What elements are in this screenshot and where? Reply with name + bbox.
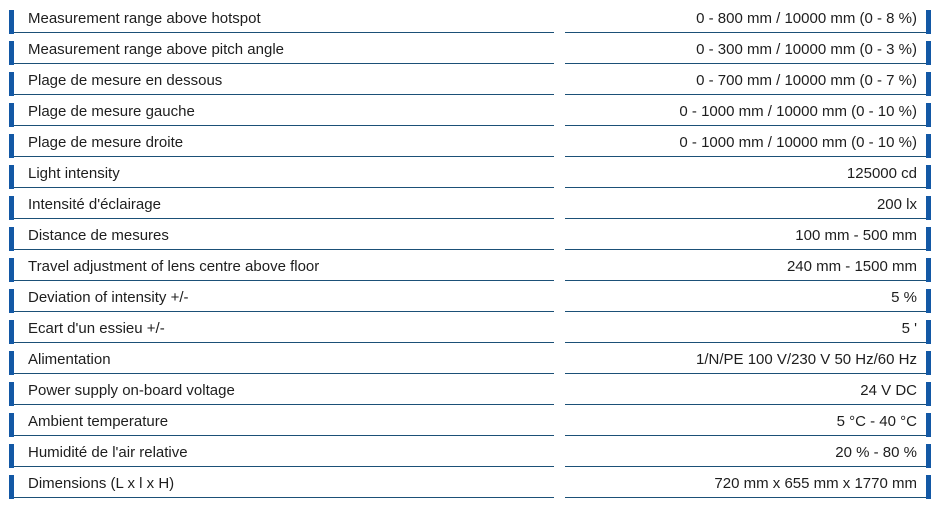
spec-label: Plage de mesure gauche	[28, 103, 195, 120]
spec-value: 720 mm x 655 mm x 1770 mm	[714, 475, 917, 492]
spec-label-cell	[9, 436, 554, 467]
spec-label-cell	[9, 157, 554, 188]
accent-bar-left	[9, 72, 14, 96]
spec-value-cell	[565, 374, 931, 405]
spec-row	[9, 405, 931, 436]
spec-row	[9, 126, 931, 157]
spec-label-cell	[9, 374, 554, 405]
spec-value-cell	[565, 126, 931, 157]
accent-bar-left	[9, 258, 14, 282]
spec-label-cell	[9, 188, 554, 219]
spec-label: Travel adjustment of lens centre above floor	[28, 258, 320, 275]
accent-bar-left	[9, 289, 14, 313]
spec-label-cell	[9, 467, 554, 498]
spec-table	[9, 2, 931, 498]
spec-value-cell	[565, 405, 931, 436]
spec-label: Light intensity	[28, 165, 120, 182]
spec-row	[9, 157, 931, 188]
spec-value-cell	[565, 33, 931, 64]
spec-label-cell	[9, 126, 554, 157]
spec-value: 100 mm - 500 mm	[795, 227, 917, 244]
spec-value-cell	[565, 467, 931, 498]
accent-bar-left	[9, 320, 14, 344]
spec-label-cell	[9, 64, 554, 95]
spec-value: 125000 cd	[846, 165, 917, 182]
spec-label-cell	[9, 312, 554, 343]
spec-row	[9, 467, 931, 498]
spec-value-cell	[565, 2, 931, 33]
spec-label: Plage de mesure droite	[28, 134, 184, 151]
accent-bar-right	[926, 227, 931, 251]
spec-label-cell	[9, 343, 554, 374]
spec-label: Measurement range above hotspot	[28, 10, 261, 27]
accent-bar-left	[9, 196, 14, 220]
accent-bar-right	[926, 351, 931, 375]
spec-label: Deviation of intensity +/-	[28, 289, 189, 306]
spec-label: Measurement range above pitch angle	[28, 41, 284, 58]
spec-row	[9, 436, 931, 467]
accent-bar-left	[9, 475, 14, 499]
accent-bar-right	[926, 134, 931, 158]
accent-bar-right	[926, 10, 931, 34]
accent-bar-right	[926, 103, 931, 127]
accent-bar-left	[9, 41, 14, 65]
spec-label-cell	[9, 33, 554, 64]
spec-value: 5 %	[891, 289, 917, 306]
spec-value: 200 lx	[876, 196, 917, 213]
accent-bar-left	[9, 444, 14, 468]
spec-row	[9, 2, 931, 33]
spec-value: 0 - 300 mm / 10000 mm (0 - 3 %)	[696, 41, 917, 58]
spec-label: Distance de mesures	[28, 227, 169, 244]
accent-bar-right	[926, 72, 931, 96]
spec-value-cell	[565, 157, 931, 188]
accent-bar-right	[926, 289, 931, 313]
spec-row	[9, 281, 931, 312]
spec-value: 0 - 700 mm / 10000 mm (0 - 7 %)	[696, 72, 917, 89]
spec-row	[9, 343, 931, 374]
spec-value: 240 mm - 1500 mm	[786, 258, 917, 275]
spec-row	[9, 312, 931, 343]
accent-bar-left	[9, 134, 14, 158]
spec-value-cell	[565, 312, 931, 343]
spec-row	[9, 33, 931, 64]
spec-value: 24 V DC	[860, 382, 917, 399]
spec-value: 5 '	[901, 320, 917, 337]
spec-label-cell	[9, 95, 554, 126]
accent-bar-left	[9, 351, 14, 375]
spec-value-cell	[565, 64, 931, 95]
accent-bar-left	[9, 413, 14, 437]
spec-value: 0 - 1000 mm / 10000 mm (0 - 10 %)	[679, 103, 917, 120]
spec-value-cell	[565, 281, 931, 312]
spec-row	[9, 188, 931, 219]
spec-value: 1/N/PE 100 V/230 V 50 Hz/60 Hz	[696, 351, 917, 368]
spec-label: Humidité de l'air relative	[28, 444, 188, 461]
spec-row	[9, 64, 931, 95]
spec-label: Dimensions (L x l x H)	[28, 475, 175, 492]
accent-bar-left	[9, 10, 14, 34]
accent-bar-left	[9, 165, 14, 189]
spec-value: 0 - 800 mm / 10000 mm (0 - 8 %)	[696, 10, 917, 27]
spec-row	[9, 219, 931, 250]
accent-bar-left	[9, 103, 14, 127]
accent-bar-right	[926, 196, 931, 220]
spec-label: Alimentation	[28, 351, 111, 368]
spec-label-cell	[9, 250, 554, 281]
spec-value: 0 - 1000 mm / 10000 mm (0 - 10 %)	[679, 134, 917, 151]
spec-label: Ambient temperature	[28, 413, 169, 430]
accent-bar-right	[926, 41, 931, 65]
accent-bar-right	[926, 475, 931, 499]
accent-bar-right	[926, 165, 931, 189]
accent-bar-left	[9, 227, 14, 251]
spec-label-cell	[9, 219, 554, 250]
spec-label: Intensité d'éclairage	[28, 196, 161, 213]
accent-bar-right	[926, 413, 931, 437]
accent-bar-right	[926, 258, 931, 282]
spec-label: Plage de mesure en dessous	[28, 72, 223, 89]
spec-value-cell	[565, 188, 931, 219]
spec-value: 5 °C - 40 °C	[836, 413, 917, 430]
spec-row	[9, 95, 931, 126]
spec-label: Power supply on-board voltage	[28, 382, 235, 399]
spec-value-cell	[565, 436, 931, 467]
spec-label: Ecart d'un essieu +/-	[28, 320, 165, 337]
accent-bar-right	[926, 382, 931, 406]
spec-row	[9, 250, 931, 281]
spec-value: 20 % - 80 %	[835, 444, 917, 461]
spec-value-cell	[565, 343, 931, 374]
accent-bar-right	[926, 444, 931, 468]
accent-bar-right	[926, 320, 931, 344]
spec-value-cell	[565, 219, 931, 250]
accent-bar-left	[9, 382, 14, 406]
spec-row	[9, 374, 931, 405]
spec-value-cell	[565, 95, 931, 126]
spec-label-cell	[9, 405, 554, 436]
spec-label-cell	[9, 2, 554, 33]
spec-value-cell	[565, 250, 931, 281]
spec-label-cell	[9, 281, 554, 312]
